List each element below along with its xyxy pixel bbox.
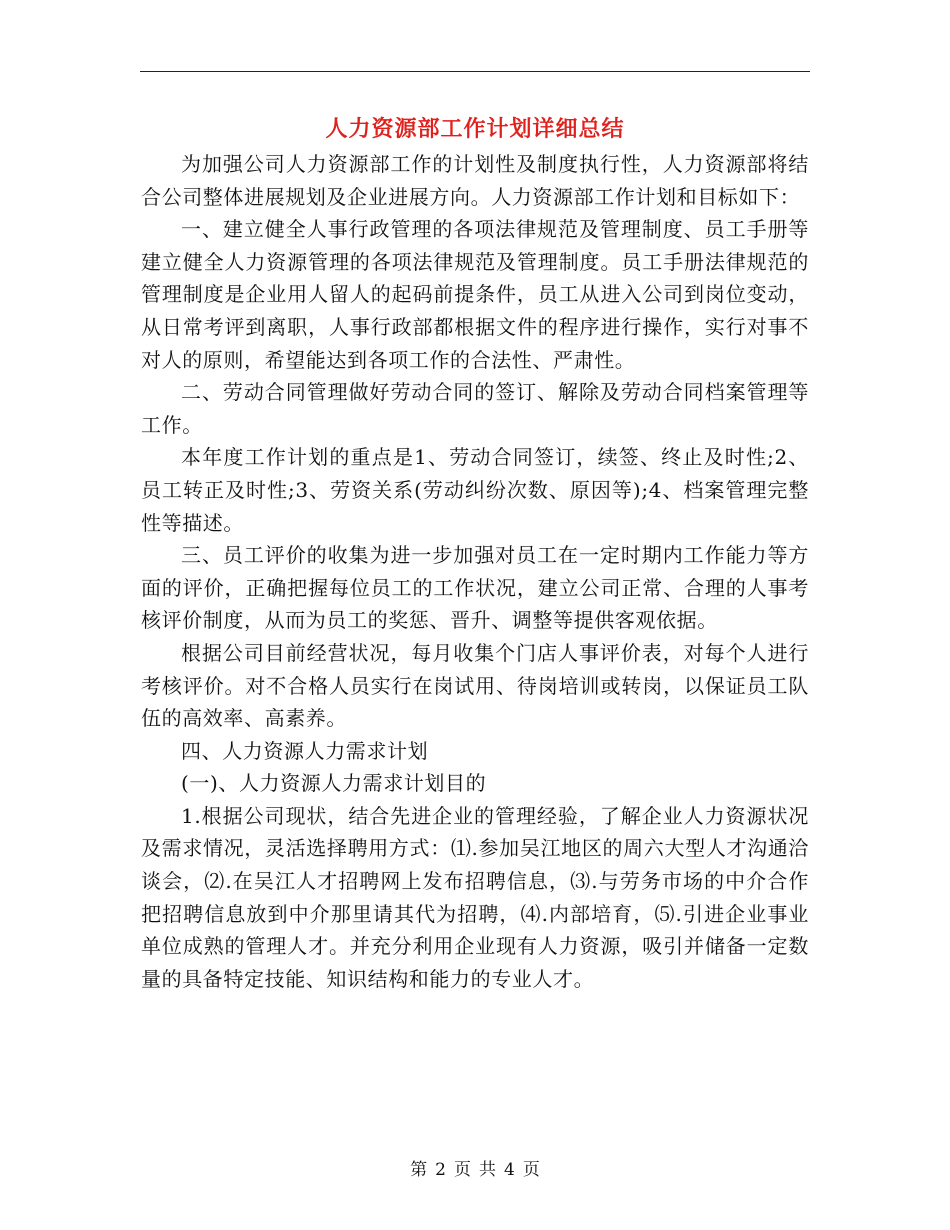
- footer-prefix: 第: [410, 1160, 428, 1180]
- paragraph: 一、建立健全人事行政管理的各项法律规范及管理制度、员工手册等建立健全人力资源管理的各项法律规范及管理制度。员工手册法律规范的管理制度是企业用人留人的起码前提条件，员工从进入公司到岗位变动，从日常考评到离职，人事行政部都根据文件的程序进行操作，实行对事不对人的原则，希望能达到各项工作的合法性、严肃性。: [141, 217, 809, 372]
- paragraph: 根据公司目前经营状况，每月收集个门店人事评价表，对每个人进行考核评价。对不合格人员实行在岗试用、待岗培训或转岗，以保证员工队伍的高效率、高素养。: [141, 640, 809, 731]
- paragraph: 二、劳动合同管理做好劳动合同的签订、解除及劳动合同档案管理等工作。: [141, 380, 809, 437]
- subsection-heading: (一)、人力资源人力需求计划目的: [181, 771, 487, 796]
- document-title: 人力资源部工作计划详细总结: [325, 117, 625, 142]
- page-total: 4: [504, 1160, 515, 1180]
- header-rule: [140, 71, 810, 72]
- paragraph: 三、员工评价的收集为进一步加强对员工在一定时期内工作能力等方面的评价，正确把握每位员工的工作状况，建立公司正常、合理的人事考核评价制度，从而为员工的奖惩、晋升、调整等提供客观依据。: [141, 543, 809, 633]
- page-footer: [140, 1155, 810, 1180]
- document-body: [141, 148, 809, 995]
- paragraph: 1.根据公司现状，结合先进企业的管理经验，了解企业人力资源状况及需求情况，灵活选择聘用方式：⑴.参加吴江地区的周六大型人才沟通洽谈会，⑵.在吴江人才招聘网上发布招聘信息，⑶.与劳务市场的中介合作把招聘信息放到中介那里请其代为招聘，⑷.内部培育，⑸.引进企业事业单位成熟的管理人才。并充分利用企业现有人力资源，吸引并储备一定数量的具备特定技能、知识结构和能力的专业人才。: [141, 803, 809, 991]
- paragraph: 为加强公司人力资源部工作的计划性及制度执行性，人力资源部将结合公司整体进展规划及企业进展方向。人力资源部工作计划和目标如下：: [141, 152, 809, 209]
- footer-total-word: 共: [479, 1160, 496, 1180]
- page-number: 2: [435, 1160, 446, 1180]
- footer-page-word: 页: [454, 1160, 471, 1180]
- footer-page-word-2: 页: [522, 1160, 540, 1180]
- paragraph: 本年度工作计划的重点是1、劳动合同签订，续签、终止及时性;2、员工转正及时性;3、劳资关系(劳动纠纷次数、原因等);4、档案管理完整性等描述。: [141, 445, 809, 535]
- section-heading: 四、人力资源人力需求计划: [181, 738, 429, 763]
